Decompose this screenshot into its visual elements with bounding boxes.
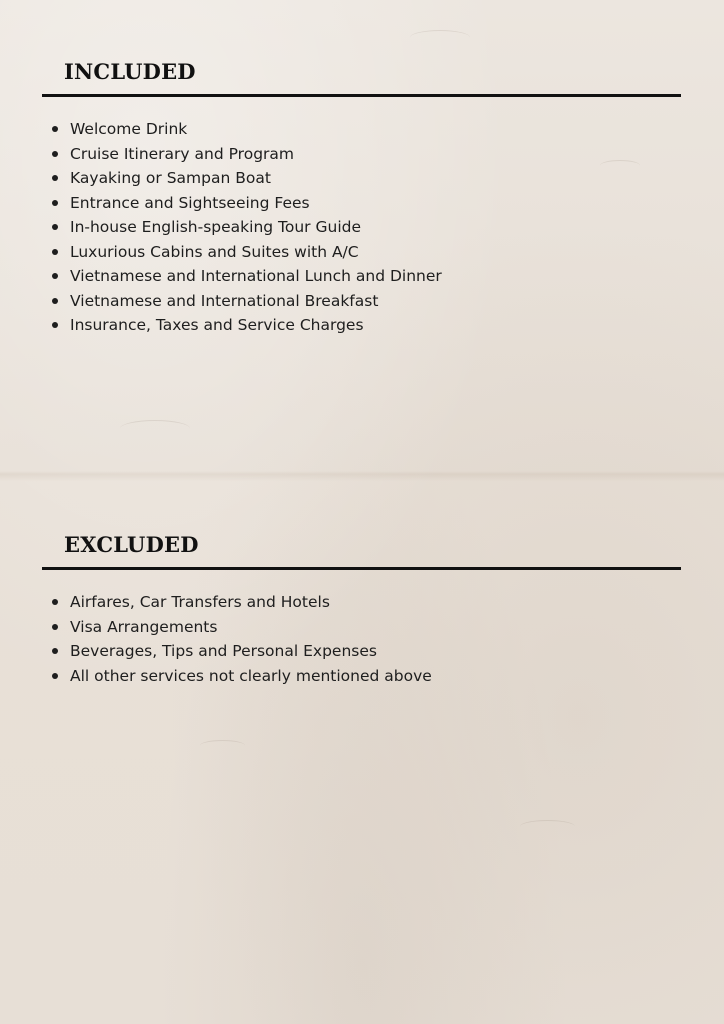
list-item-text: Airfares, Car Transfers and Hotels [70,593,330,611]
list-item-text: Insurance, Taxes and Service Charges [70,316,364,334]
list-item-text: Welcome Drink [70,120,188,138]
bullet-icon [52,200,58,206]
included-divider [42,94,681,97]
list-item [42,615,681,640]
bullet-icon [52,224,58,230]
bullet-icon [52,298,58,304]
list-item [42,313,681,338]
excluded-title: EXCLUDED [64,532,199,557]
list-item-text: Entrance and Sightseeing Fees [70,193,310,212]
bullet-icon [52,624,58,630]
list-item-text: Luxurious Cabins and Suites with A/C [70,242,359,261]
excluded-list [42,590,681,688]
list-item-text: Beverages, Tips and Personal Expenses [70,642,377,660]
list-item-text: Kayaking or Sampan Boat [70,169,271,187]
list-item [42,117,681,142]
paper-fiber [120,420,190,437]
bullet-icon [52,322,58,328]
bullet-icon [52,126,58,132]
paper-fiber [200,740,245,751]
bullet-icon [52,249,58,255]
list-item-text: Visa Arrangements [70,617,218,636]
list-item [42,590,681,615]
bullet-icon [52,151,58,157]
list-item-text: Vietnamese and International Lunch and Dinner [70,267,442,285]
bullet-icon [52,599,58,605]
list-item-text: Cruise Itinerary and Program [70,144,295,163]
included-list [42,117,681,338]
excluded-divider [42,567,681,570]
list-item-text: In-house English-speaking Tour Guide [70,218,361,236]
list-item [42,191,681,216]
bullet-icon [52,273,58,279]
list-item-text: All other services not clearly mentioned above [70,666,432,685]
list-item [42,142,681,167]
included-title: INCLUDED [64,59,196,84]
list-item [42,289,681,314]
list-item-text: Vietnamese and International Breakfast [70,291,379,310]
bullet-icon [52,648,58,654]
paper-fiber [410,30,470,45]
list-item [42,264,681,289]
list-item [42,639,681,664]
list-item [42,240,681,265]
list-item [42,215,681,240]
bullet-icon [52,673,58,679]
list-item [42,664,681,689]
paper-fiber [520,820,575,833]
excluded-section [42,529,681,688]
list-item [42,166,681,191]
included-section [42,56,681,338]
bullet-icon [52,175,58,181]
